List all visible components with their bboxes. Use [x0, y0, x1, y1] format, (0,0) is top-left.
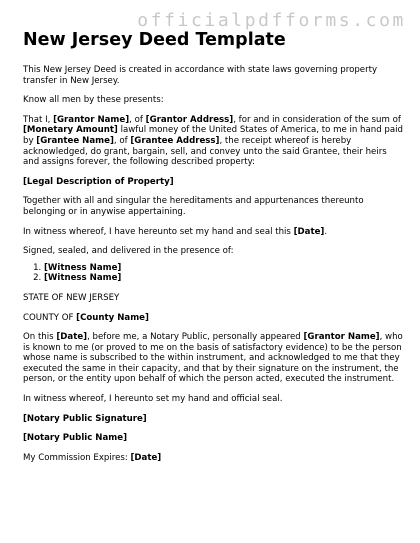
grantee-address-placeholder: [Grantee Address]	[130, 135, 220, 146]
county-name-placeholder: [County Name]	[76, 312, 149, 323]
grantee-name-placeholder: [Grantee Name]	[36, 135, 114, 146]
witness-item	[44, 273, 403, 284]
witness-name-placeholder: [Witness Name]	[44, 262, 122, 273]
intro-paragraph: This New Jersey Deed is created in accordance with state laws governing property transfer in New Jersey.	[23, 65, 378, 86]
deed-document	[23, 29, 403, 472]
notary-signature-placeholder: [Notary Public Signature]	[23, 413, 147, 424]
grant-text-3: , for and in consideration of the sum of	[233, 114, 401, 125]
grant-text-4: lawful money of the United States of America, to me in hand paid by	[23, 125, 403, 146]
grant-paragraph	[23, 115, 403, 168]
witness-seal-paragraph	[23, 227, 403, 238]
notary-text-2: , before me, a Notary Public, personally appeared	[87, 332, 304, 343]
grant-text-5: , of	[113, 135, 131, 146]
notary-grantor-name-placeholder: [Grantor Name]	[303, 332, 380, 343]
grant-text-1: That I,	[23, 114, 54, 125]
grant-text-2: , of	[129, 114, 146, 125]
witness-name-placeholder: [Witness Name]	[44, 273, 122, 284]
notary-text-3: , who is known to me (or proved to me on the basis of satisfactory evidence) to be the person whose name is subscribed to the within instrument, and acknowledged to me that they executed the same in their capacity, and that by their signature on the instrument, the person, or the entity upon behalf of which the person acted, executed the instrument.	[23, 332, 403, 385]
signed-paragraph: Signed, sealed, and delivered in the presence of:	[23, 246, 234, 257]
notary-name-placeholder: [Notary Public Name]	[23, 433, 128, 444]
monetary-amount-placeholder: [Monetary Amount]	[23, 125, 118, 136]
document-title: New Jersey Deed Template	[23, 30, 286, 50]
together-paragraph: Together with all and singular the hereditaments and appurtenances thereunto belonging or in anywise appertaining.	[23, 196, 364, 217]
witness-seal-end: .	[324, 226, 328, 237]
notary-text-1: On this	[23, 332, 57, 343]
commission-line	[23, 453, 403, 464]
grant-text-6: , the receipt whereof is hereby acknowledged, do grant, bargain, sell, and convey unto the said Grantee, their heirs and assigns forever, the following described property:	[23, 135, 387, 168]
legal-description-placeholder: [Legal Description of Property]	[23, 176, 174, 187]
county-label: COUNTY OF	[23, 312, 77, 323]
grantor-name-placeholder: [Grantor Name]	[53, 114, 130, 125]
witness-list	[23, 263, 403, 284]
state-line: STATE OF NEW JERSEY	[23, 292, 120, 303]
notary-name-line	[23, 433, 403, 444]
watermark: officialpdfforms.com	[137, 10, 406, 31]
commission-label: My Commission Expires:	[23, 452, 131, 463]
seal-date-placeholder: [Date]	[293, 226, 325, 237]
county-line	[23, 313, 403, 324]
witness-official-paragraph: In witness whereof, I hereunto set my hand and official seal.	[23, 394, 283, 405]
witness-seal-text: In witness whereof, I have hereunto set my hand and seal this	[23, 226, 294, 237]
know-all-paragraph: Know all men by these presents:	[23, 95, 164, 106]
grantor-address-placeholder: [Grantor Address]	[145, 114, 234, 125]
commission-date-placeholder: [Date]	[130, 452, 162, 463]
witness-item	[44, 263, 403, 274]
notary-signature-line	[23, 414, 403, 425]
notary-date-placeholder: [Date]	[56, 332, 88, 343]
legal-description-paragraph	[23, 177, 403, 188]
notary-paragraph	[23, 332, 403, 385]
